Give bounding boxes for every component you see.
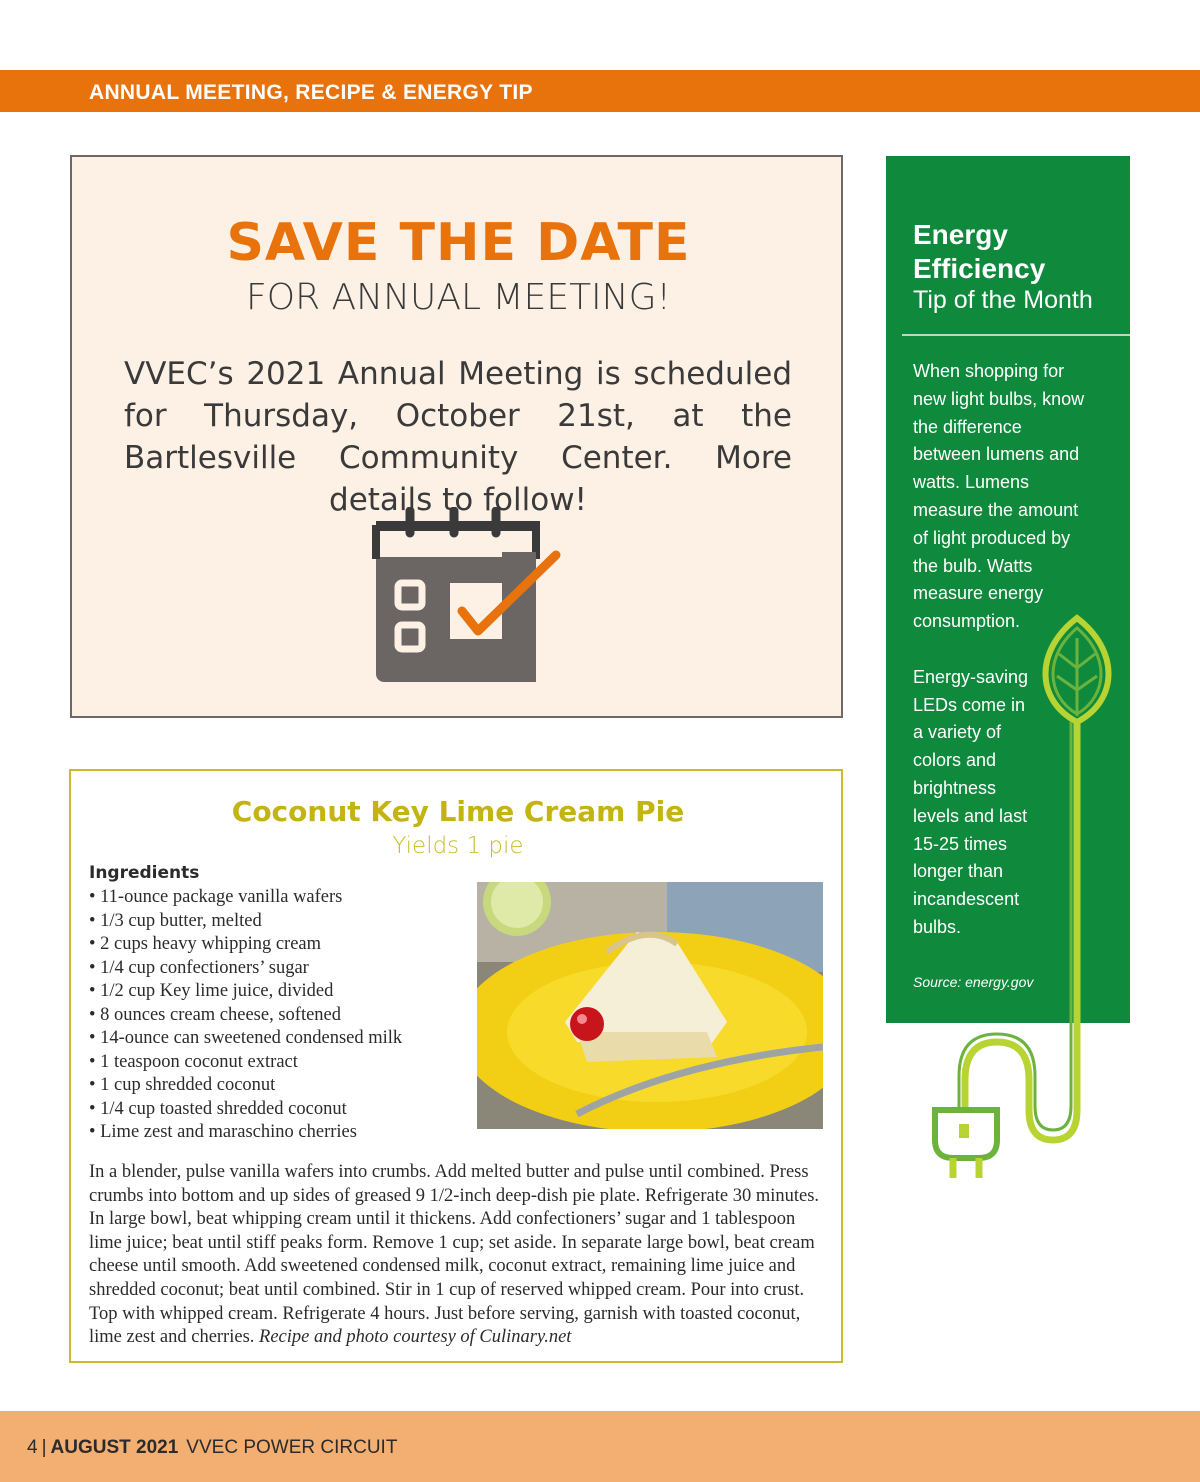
ingredient-item: • 1/4 cup toasted shredded coconut [89, 1098, 402, 1122]
save-the-date-box [70, 155, 843, 718]
save-the-date-title: SAVE THE DATE [226, 213, 691, 273]
energy-tip-title [913, 218, 1045, 286]
ingredient-item: • 1/4 cup confectioners’ sugar [89, 957, 402, 981]
recipe-yield: Yields 1 pie [392, 833, 524, 859]
ingredient-item: • Lime zest and maraschino cherries [89, 1121, 402, 1145]
recipe-title: Coconut Key Lime Cream Pie [231, 795, 685, 828]
ingredient-item: • 1/2 cup Key lime juice, divided [89, 980, 402, 1004]
ingredient-item: • 2 cups heavy whipping cream [89, 933, 402, 957]
energy-tip-title-line2: Efficiency [913, 253, 1046, 284]
ingredients-heading: Ingredients [89, 863, 200, 883]
footer-separator: | [41, 1437, 47, 1458]
footer [27, 1437, 397, 1459]
energy-tip-paragraph-1: When shopping for new light bulbs, know the difference between lumens and watts. Lumens measure the amount of light produced by the bulb. Watts measure energy consumption. [913, 361, 1085, 632]
recipe-box [69, 769, 843, 1363]
recipe-directions [89, 1161, 829, 1350]
issue-date: AUGUST 2021 [50, 1437, 179, 1458]
ingredient-item: • 1 cup shredded coconut [89, 1074, 402, 1098]
ingredient-item: • 8 ounces cream cheese, softened [89, 1004, 402, 1028]
section-header-title: ANNUAL MEETING, RECIPE & ENERGY TIP [89, 81, 533, 104]
save-the-date-body: VVEC’s 2021 Annual Meeting is scheduled for Thursday, October 21st, at the Bartlesville Community Center. More details to follow! [124, 356, 792, 518]
ingredient-item: • 1/3 cup butter, melted [89, 910, 402, 934]
publication-name: VVEC POWER CIRCUIT [186, 1437, 398, 1458]
save-the-date-subtitle: FOR ANNUAL MEETING! [246, 277, 671, 318]
energy-tip-divider [902, 334, 1130, 336]
energy-tip-source: Source: energy.gov [913, 974, 1034, 990]
energy-tip-paragraph-2: Energy-saving LEDs come in a variety of colors and brightness levels and last 15-25 times longer than incandescent bulbs. [913, 666, 1029, 937]
pie-photo [477, 882, 823, 1129]
ingredients-list [89, 886, 402, 1145]
recipe-credit: Recipe and photo courtesy of Culinary.net [259, 1327, 572, 1348]
energy-tip-subtitle: Tip of the Month [913, 286, 1093, 314]
leaf-plug-icon [925, 610, 1125, 1190]
ingredient-item: • 11-ounce package vanilla wafers [89, 886, 402, 910]
energy-tip-title-line1: Energy [913, 219, 1008, 250]
calendar-check-icon [372, 507, 572, 687]
page-number: 4 [27, 1437, 38, 1458]
ingredient-item: • 14-ounce can sweetened condensed milk [89, 1027, 402, 1051]
ingredient-item: • 1 teaspoon coconut extract [89, 1051, 402, 1075]
directions-text: In a blender, pulse vanilla wafers into crumbs. Add melted butter and pulse until combined. Press crumbs into bottom and up sides of greased 9 1/2-inch deep-dish pie plate. Refrigerate 30 minutes. In large bowl, beat whipping cream until it thickens. Add confectioners’ sugar and 1 tablespoon lime juice; beat until stiff peaks form. Remove 1 cup; set aside. In separate large bowl, beat cream cheese until smooth. Add sweetened condensed milk, coconut extract, remaining lime juice and shredded coconut; beat until combined. Stir in 1 cup of reserved whipped cream. Pour into crust. Top with whipped cream. Refrigerate 4 hours. Just before serving, garnish with toasted coconut, lime zest and cherries. [89, 1162, 820, 1348]
